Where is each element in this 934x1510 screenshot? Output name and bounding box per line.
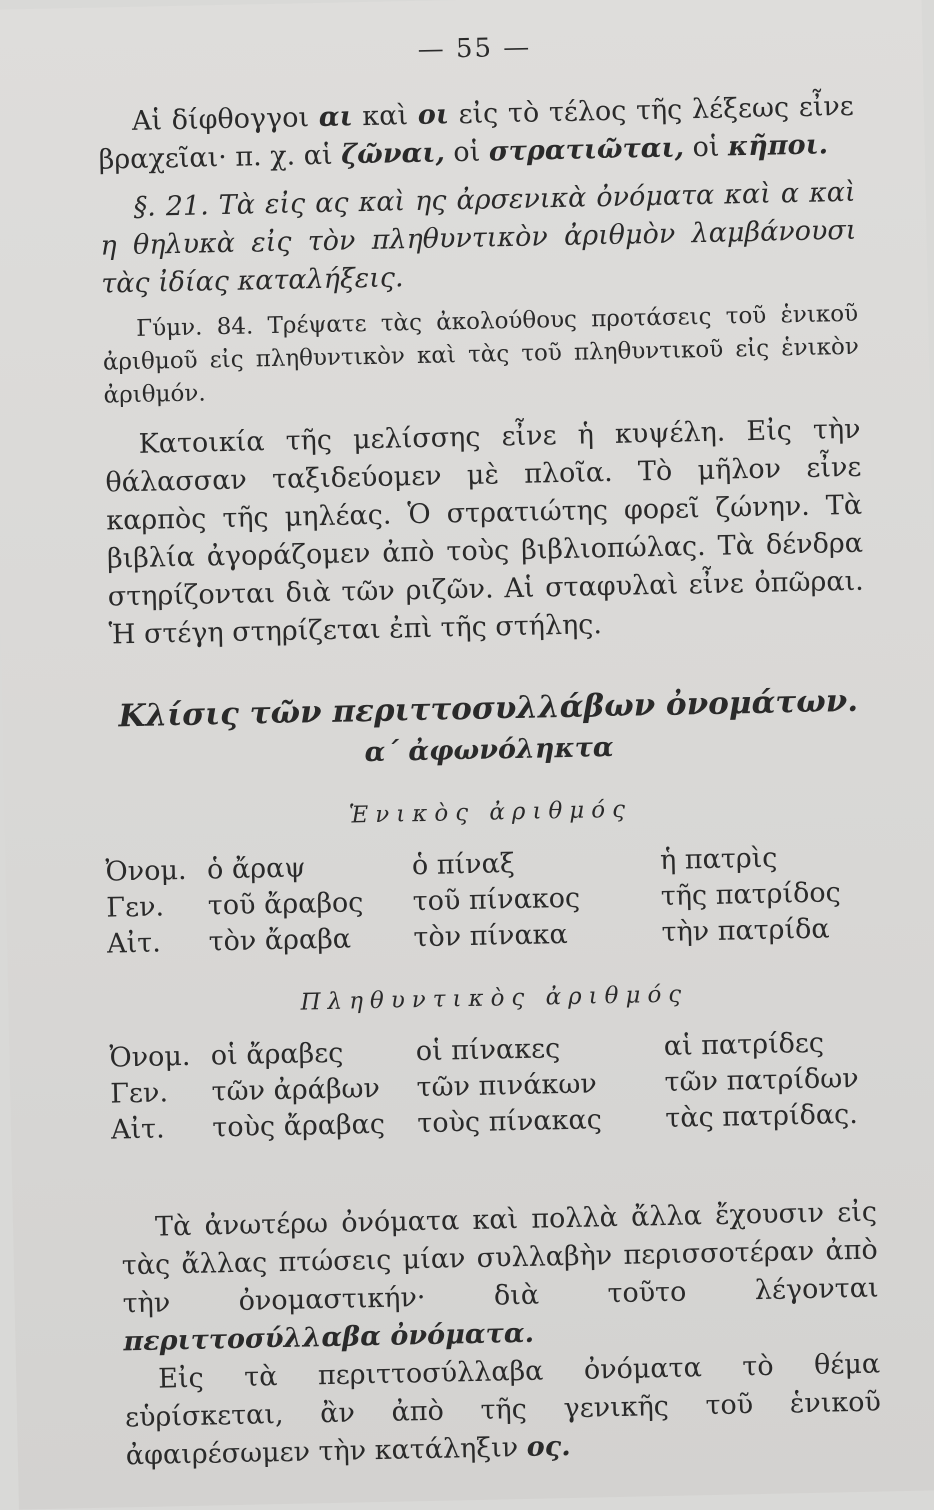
example-stratiotai: στρατιῶται, [488, 132, 685, 168]
word-arabs: τὸν ἄραβα [208, 923, 352, 957]
plural-heading: Πληθυντικὸς ἀριθμός [300, 981, 689, 1016]
ending-os: ος. [526, 1431, 571, 1463]
section-subtitle: α΄ ἀφωνόληκτα [364, 731, 614, 769]
word-arabs: τοῦ ἄραβος [207, 886, 364, 921]
word-patris: τῆς πατρίδος [660, 876, 841, 912]
word-patris: τῶν πατρίδων [664, 1062, 859, 1098]
intro-text-4: οἱ [444, 136, 490, 169]
exercise-sentences: Κατοικία τῆς μελίσσης εἶνε ἡ κυψέλη. Εἰς τὴν θάλασσαν ταξιδεύομεν μὲ πλοῖα. Τὸ μῆλον εἶνε καρπὸς τῆς μηλέας. Ὁ στρατιώτης φορεῖ ζώνην. Τὰ βιβλία ἀγοράζομεν ἀπὸ τοὺς βιβλιοπώλας. Τὰ δένδρα στηρίζονται διὰ τῶν ριζῶν. Αἱ σταφυλαὶ εἶνε ὀπῶραι. Ἡ στέγη στηρίζεται ἐπὶ τῆς στήλης. [105, 413, 865, 651]
word-patris: τὴν πατρίδα [661, 912, 830, 948]
case-label: Αἰτ. [110, 1112, 165, 1146]
exercise-instruction: Γύμν. 84. Τρέψατε τὰς ἀκολούθους προτάσεις τοῦ ἑνικοῦ ἀριθμοῦ εἰς πληθυντικὸν καὶ τὰς τοῦ πληθυντικοῦ εἰς ἑνικὸν ἀριθμόν. [102, 300, 860, 409]
closing-paragraph [121, 1194, 880, 1362]
word-patris: ἡ πατρὶς [659, 842, 778, 876]
page-number: — 55 — [417, 32, 532, 65]
case-label: Γεν. [106, 890, 165, 924]
case-label: Ὀνομ. [109, 1040, 191, 1074]
word-patris: αἱ πατρίδες [663, 1027, 825, 1062]
intro-text-2: καὶ [352, 99, 419, 133]
word-pinax: τὸν πίνακα [413, 918, 569, 953]
word-pinax: ὁ πίναξ [411, 847, 515, 881]
closing-text: Τὰ ἀνωτέρω ὀνόματα καὶ πολλὰ ἄλλα ἔχουσιν εἰς τὰς ἄλλας πτώσεις μίαν συλλαβὴν περισσοτέραν ἀπὸ τὴν ὀνομαστικήν· διὰ τοῦτο λέγονται [121, 1196, 879, 1320]
word-pinax: τοὺς πίνακας [417, 1103, 603, 1139]
word-pinax: τῶν πινάκων [416, 1067, 598, 1103]
final-paragraph [124, 1346, 882, 1476]
singular-heading: Ἑνικὸς ἀριθμός [348, 796, 633, 829]
word-patris: τὰς πατρίδας. [665, 1098, 859, 1134]
example-kipoi: κῆποι. [727, 129, 829, 163]
word-pinax: οἱ πίνακες [415, 1032, 561, 1067]
singular-declension-table [105, 838, 871, 962]
word-arabs: οἱ ἄραβες [210, 1037, 344, 1071]
intro-paragraph [98, 88, 855, 180]
intro-text-1: Αἱ δίφθογγοι [131, 102, 320, 137]
word-arabs: τοὺς ἄραβας [212, 1108, 386, 1143]
diphthong-oi: οι [417, 99, 450, 131]
example-zonai: ζῶναι, [340, 137, 446, 171]
case-label: Γεν. [109, 1076, 169, 1110]
word-arabs: ὁ ἄραψ [206, 851, 306, 885]
term-perittosyllava: περιττοσύλλαβα ὀνόματα. [123, 1317, 535, 1358]
plural-declension-table [109, 1024, 875, 1148]
case-label: Αἰτ. [106, 926, 162, 960]
case-label: Ὀνομ. [105, 854, 187, 888]
section-title: Κλίσις τῶν περιττοσυλλάβων ὀνομάτων. [118, 682, 859, 735]
final-text: Εἰς τὰ περιττοσύλλαβα ὀνόματα τὸ θέμα εὑρίσκεται, ἂν ἀπὸ τῆς γενικῆς τοῦ ἑνικοῦ ἀφαιρέσωμεν τὴν κατάληξιν [124, 1348, 882, 1472]
intro-text-5: οἱ [683, 131, 729, 164]
word-pinax: τοῦ πίνακος [412, 882, 581, 917]
word-arabs: τῶν ἀράβων [211, 1072, 381, 1107]
rule-paragraph: §. 21. Τὰ εἰς ας καὶ ης ἀρσενικὰ ὀνόματα καὶ α καὶ η θηλυκὰ εἰς τὸν πληθυντικὸν ἀριθμὸν λαμβάνουσι τὰς ἰδίας καταλήξεις. [100, 176, 857, 300]
diphthong-ai: αι [318, 101, 353, 133]
intro-text-3: εἰς τὸ τέλος τῆς λέξεως εἶνε βραχεῖαι· π. χ. αἱ [98, 90, 855, 176]
